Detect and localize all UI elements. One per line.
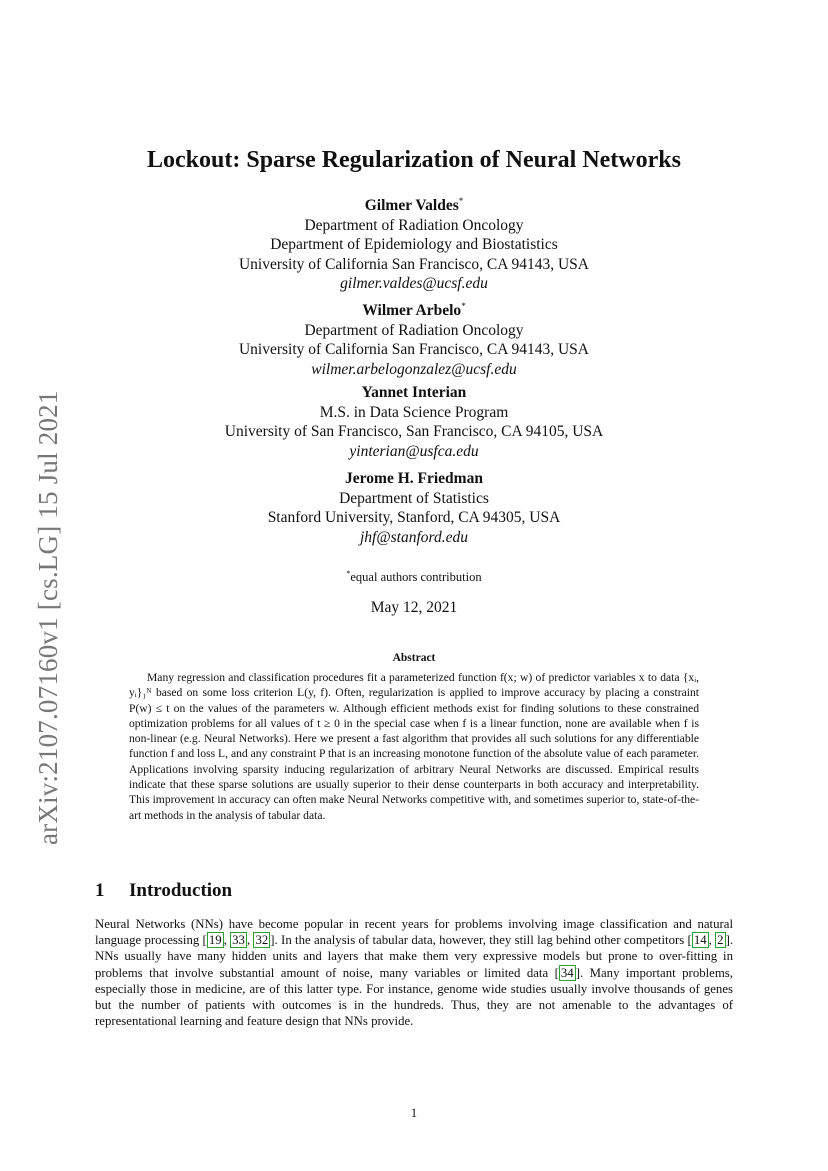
section-heading: [95, 880, 232, 902]
affiliation: Department of Radiation Oncology: [304, 216, 524, 234]
page-number: 1: [410, 1106, 418, 1120]
citation-link[interactable]: 32: [255, 933, 269, 948]
citation-link[interactable]: 33: [232, 933, 245, 948]
author-email[interactable]: gilmer.valdes@ucsf.edu: [340, 275, 488, 293]
affiliation: Stanford University, Stanford, CA 94305, USA: [267, 509, 561, 526]
affiliation: M.S. in Data Science Program: [319, 403, 509, 421]
author-block-1: [100, 192, 728, 294]
introduction-paragraph: Neural Networks (NNs) have become popular in recent years for problems involving image classification and natural language processing [ 19 , 33 , 32 ]. In the analysis of tabular data, however, they still lag behind other competitors [ 14 , 2 ]. NNs usually have many hidden units and layers that make them very expressive models but prone to over-fitting in problems that involve substantial amount of noise, many variables or limited data [ 34 ]. Many important problems, especially those in medicine, are of this latter type. For instance, genome wide studies usually involve thousands of genes but the number of patients with outcomes is in the hundreds. Thus, they are not amenable to the advantages of representational learning and feature design that NNs provide.: [95, 917, 734, 1029]
author-name: Wilmer Arbelo*: [362, 301, 466, 320]
affiliation: University of San Francisco, San Francisco, CA 94105, USA: [224, 423, 604, 440]
affiliation: Department of Statistics: [339, 489, 489, 507]
arxiv-identifier[interactable]: arXiv:2107.07160v1 [cs.LG] 15 Jul 2021: [33, 390, 63, 845]
citation-link[interactable]: 14: [693, 933, 707, 948]
author-block-3: [100, 383, 728, 461]
affiliation: Department of Radiation Oncology: [304, 321, 524, 339]
author-block-4: [100, 469, 728, 547]
citation-link[interactable]: 34: [560, 965, 574, 980]
affiliation: University of California San Francisco, CA 94143, USA: [238, 341, 589, 359]
citation-link[interactable]: 2: [717, 933, 724, 948]
author-name: Jerome H. Friedman: [345, 470, 483, 487]
author-name: Yannet Interian: [361, 384, 467, 401]
abstract-text: Many regression and classification procedures fit a parameterized function f(x; w) of predictor variables x to data {xᵢ, yᵢ}₁ᴺ based on some loss criterion L(y, f). Often, regularization is applied to improve accuracy by placing a constraint P(w) ≤ t on the values of the parameters w. Although efficient methods exist for finding solutions to these constrained optimization problems for all values of t ≥ 0 in the special case when f is a linear function, none are available when f is non-linear (e.g. Neural Networks). Here we present a fast algorithm that provides all such solutions for any differentiable function f and loss L, and any constraint P that is an increasing monotone function of the absolute value of each parameter. Applications involving sparsity inducing regularization of arbitrary Neural Networks are discussed. Empirical results indicate that these sparse solutions are usually superior to their dense counterparts in both accuracy and interpretability. This improvement in accuracy can often make Neural Networks competitive with, and sometimes superior to, state-of-the-art methods in the analysis of tabular data.: [129, 671, 699, 822]
author-email[interactable]: yinterian@usfca.edu: [349, 442, 479, 460]
author-email[interactable]: jhf@stanford.edu: [360, 528, 468, 546]
equal-contribution-note: *equal authors contribution: [346, 569, 482, 585]
section-number: 1: [95, 880, 105, 901]
author-mark: *: [458, 196, 464, 206]
affiliation: University of California San Francisco, CA 94143, USA: [238, 255, 589, 273]
author-name: Gilmer Valdes*: [364, 196, 464, 215]
paper-title: Lockout: Sparse Regularization of Neural Networks: [147, 147, 681, 173]
author-email[interactable]: wilmer.arbelogonzalez@ucsf.edu: [311, 360, 517, 378]
affiliation: Department of Epidemiology and Biostatistics: [270, 236, 558, 254]
author-block-2: [100, 297, 728, 379]
citation-link[interactable]: 19: [208, 933, 222, 948]
abstract-heading: Abstract: [392, 652, 436, 664]
paper-date: May 12, 2021: [370, 599, 458, 616]
author-mark: *: [461, 301, 466, 311]
section-title: Introduction: [129, 880, 233, 901]
